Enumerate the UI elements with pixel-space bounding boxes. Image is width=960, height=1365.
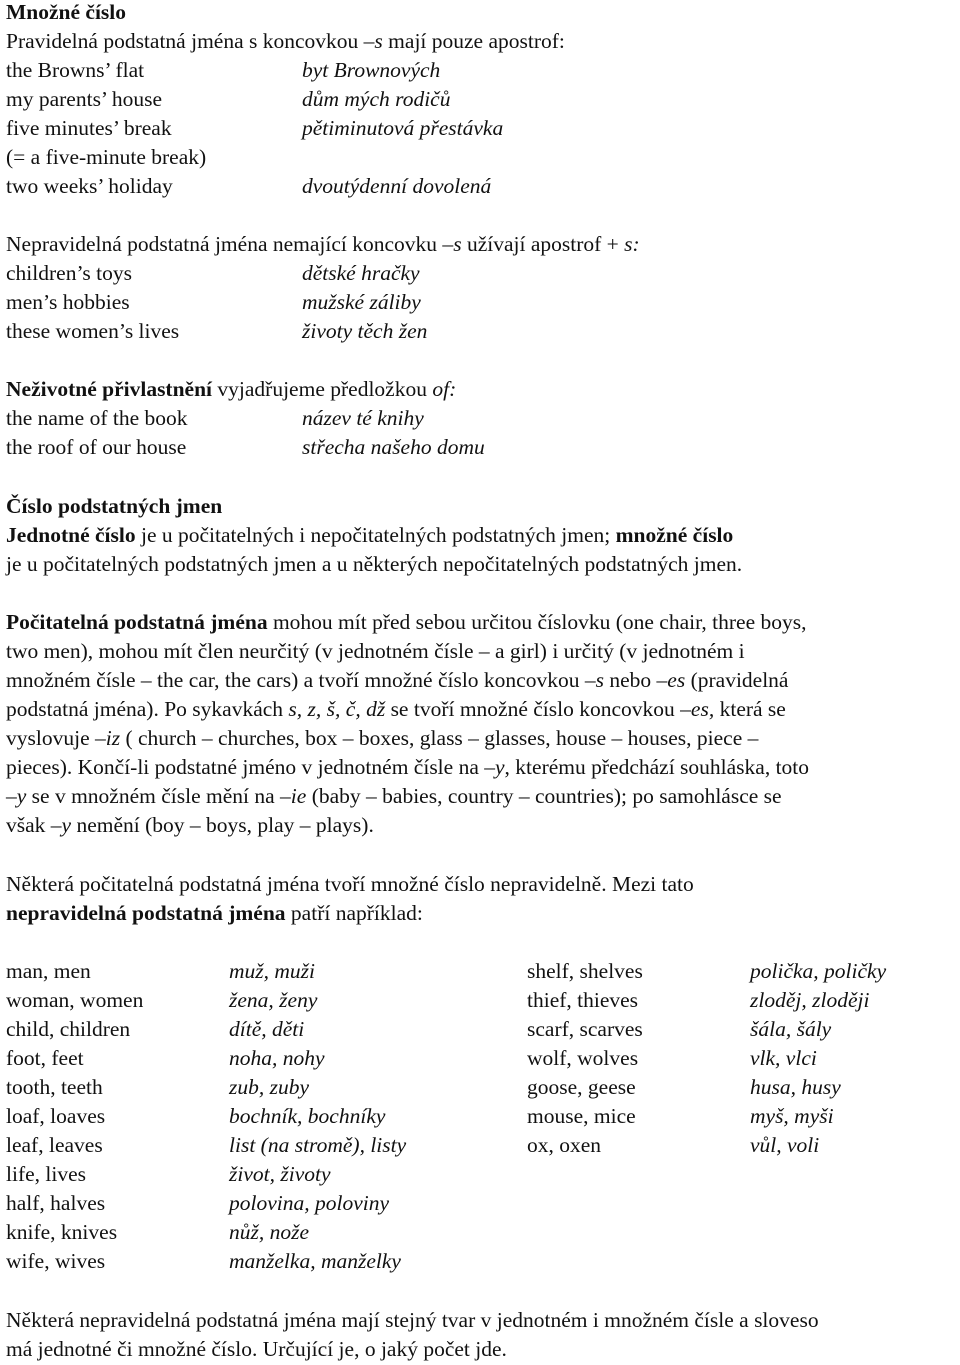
singular-plural-cz: šála, šály <box>750 1017 832 1041</box>
table-row <box>0 1102 960 1131</box>
singular-plural-cz: zloděj, zloději <box>750 988 870 1012</box>
sibilants: s, z, š, č, dž <box>288 697 386 721</box>
intro-suffix: s <box>453 232 462 256</box>
intro-suffix-s: s: <box>624 232 640 256</box>
english-example: (= a five-minute break) <box>6 145 207 169</box>
singular-plural-en: loaf, loaves <box>6 1104 106 1128</box>
czech-translation: název té knihy <box>302 406 424 430</box>
suffix: ie <box>290 784 307 808</box>
paragraph-line <box>6 782 782 811</box>
singular-plural-en: leaf, leaves <box>6 1133 103 1157</box>
paragraph-line <box>6 753 809 782</box>
english-example: my parents’ house <box>6 87 163 111</box>
singular-plural-en: shelf, shelves <box>527 959 643 983</box>
paragraph-text: , kterému předchází souhláska, toto <box>504 755 810 779</box>
singular-plural-en: half, halves <box>6 1191 106 1215</box>
paragraph-line: Některá nepravidelná podstatná jména mají stejný tvar v jednotném i množném čísle a sloveso <box>6 1308 819 1332</box>
czech-translation: dětské hračky <box>302 261 420 285</box>
section-inanimate-intro <box>6 375 456 404</box>
intro-text: Nepravidelná podstatná jména nemající koncovku – <box>6 232 454 256</box>
singular-plural-en: woman, women <box>6 988 144 1012</box>
bold-term: nepravidelná podstatná jména <box>6 901 286 925</box>
example-pair <box>0 433 960 462</box>
singular-plural-cz: myš, myši <box>750 1104 834 1128</box>
singular-plural-en: goose, geese <box>527 1075 636 1099</box>
czech-translation: mužské záliby <box>302 290 421 314</box>
singular-plural-en: mouse, mice <box>527 1104 636 1128</box>
singular-plural-cz: manželka, manželky <box>229 1249 401 1273</box>
czech-translation: střecha našeho domu <box>302 435 485 459</box>
table-row <box>0 1218 960 1247</box>
paragraph-line <box>6 608 807 637</box>
singular-plural-en: man, men <box>6 959 91 983</box>
singular-plural-cz: polička, poličky <box>750 959 887 983</box>
section-irregular-intro <box>6 230 640 259</box>
singular-plural-en: wolf, wolves <box>527 1046 639 1070</box>
example-pair <box>0 85 960 114</box>
english-example: two weeks’ holiday <box>6 174 173 198</box>
table-row <box>0 1247 960 1276</box>
paragraph-text: – <box>6 784 17 808</box>
paragraph-text: podstatná jména). Po sykavkách <box>6 697 289 721</box>
english-example: children’s toys <box>6 261 132 285</box>
paragraph-text: nebo – <box>603 668 668 692</box>
table-row <box>0 1131 960 1160</box>
intro-text: vyjadřujeme předložkou <box>212 377 433 401</box>
suffix: y <box>61 813 72 837</box>
example-pair <box>0 114 960 143</box>
singular-plural-cz: muž, muži <box>229 959 316 983</box>
page-title: Množné číslo <box>6 0 127 24</box>
paragraph-line <box>6 724 758 753</box>
table-row <box>0 1015 960 1044</box>
example-pair <box>0 317 960 346</box>
paragraph-text: množném čísle – the car, the cars) a tvoří množné číslo koncovkou – <box>6 668 596 692</box>
paragraph-line: Některá počitatelná podstatná jména tvoří množné číslo nepravidelně. Mezi tato <box>6 872 694 896</box>
paragraph-text: vyslovuje – <box>6 726 106 750</box>
singular-plural-cz: vůl, voli <box>750 1133 820 1157</box>
table-row <box>0 1160 960 1189</box>
paragraph-line <box>6 521 733 550</box>
singular-plural-en: tooth, teeth <box>6 1075 103 1099</box>
paragraph-text: však – <box>6 813 62 837</box>
singular-plural-cz: dítě, děti <box>229 1017 305 1041</box>
suffix: iz <box>105 726 121 750</box>
table-row <box>0 1073 960 1102</box>
intro-text: Pravidelná podstatná jména s koncovkou – <box>6 29 375 53</box>
english-example: these women’s lives <box>6 319 180 343</box>
singular-plural-cz: polovina, poloviny <box>229 1191 390 1215</box>
czech-translation: byt Brownových <box>302 58 441 82</box>
singular-plural-en: foot, feet <box>6 1046 84 1070</box>
bold-term: Neživotné přivlastnění <box>6 377 213 401</box>
paragraph-line: je u počitatelných podstatných jmen a u některých nepočitatelných podstatných jmen. <box>6 552 743 576</box>
section-regular-intro <box>6 27 565 56</box>
singular-plural-en: ox, oxen <box>527 1133 602 1157</box>
paragraph-text: (pravidelná <box>685 668 789 692</box>
bold-term: množné číslo <box>615 523 734 547</box>
czech-translation: pětiminutová přestávka <box>302 116 504 140</box>
paragraph-text: ( church – churches, box – boxes, glass – glasses, house – houses, piece – <box>120 726 759 750</box>
czech-translation: dvoutýdenní dovolená <box>302 174 492 198</box>
paragraph-text: patří například: <box>285 901 423 925</box>
paragraph-text: je u počitatelných i nepočitatelných podstatných jmen; <box>135 523 616 547</box>
table-row <box>0 986 960 1015</box>
paragraph-line <box>6 899 423 928</box>
singular-plural-en: life, lives <box>6 1162 87 1186</box>
czech-translation: dům mých rodičů <box>302 87 451 111</box>
of-preposition: of: <box>432 377 457 401</box>
singular-plural-en: scarf, scarves <box>527 1017 643 1041</box>
singular-plural-en: knife, knives <box>6 1220 118 1244</box>
example-pair <box>0 56 960 85</box>
example-pair <box>0 172 960 201</box>
suffix: y <box>495 755 505 779</box>
intro-text-mid: užívají apostrof + <box>461 232 625 256</box>
suffix: y <box>16 784 27 808</box>
paragraph-line: two men), mohou mít člen neurčitý (v jednotném čísle – a girl) i určitý (v jednotném i <box>6 639 745 663</box>
english-example: the Browns’ flat <box>6 58 145 82</box>
paragraph-text: mohou mít před sebou určitou číslovku (one chair, three boys, <box>267 610 807 634</box>
bold-term: Počitatelná podstatná jména <box>6 610 268 634</box>
paragraph-text: (baby – babies, country – countries); po samohlásce se <box>306 784 782 808</box>
paragraph-line <box>6 695 786 724</box>
singular-plural-cz: husa, husy <box>750 1075 841 1099</box>
singular-plural-cz: bochník, bochníky <box>229 1104 386 1128</box>
english-example: men’s hobbies <box>6 290 130 314</box>
czech-translation: životy těch žen <box>302 319 428 343</box>
paragraph-line: má jednotné či množné číslo. Určující je, o jaký počet jde. <box>6 1337 507 1361</box>
paragraph-text: pieces). Končí-li podstatné jméno v jednotném čísle na – <box>6 755 495 779</box>
english-example: the roof of our house <box>6 435 187 459</box>
intro-suffix: s <box>374 29 383 53</box>
paragraph-text: nemění (boy – boys, play – plays). <box>71 813 374 837</box>
section-heading: Číslo podstatných jmen <box>6 494 223 518</box>
example-pair <box>0 288 960 317</box>
singular-plural-en: wife, wives <box>6 1249 106 1273</box>
singular-plural-cz: zub, zuby <box>229 1075 310 1099</box>
singular-plural-cz: vlk, vlci <box>750 1046 817 1070</box>
singular-plural-cz: list (na stromě), listy <box>229 1133 407 1157</box>
paragraph-line <box>6 666 788 695</box>
english-example: the name of the book <box>6 406 188 430</box>
singular-plural-cz: nůž, nože <box>229 1220 310 1244</box>
paragraph-text: která se <box>714 697 786 721</box>
english-example: five minutes’ break <box>6 116 172 140</box>
suffix: es, <box>690 697 715 721</box>
singular-plural-cz: život, životy <box>229 1162 331 1186</box>
bold-term: Jednotné číslo <box>6 523 136 547</box>
singular-plural-cz: žena, ženy <box>229 988 318 1012</box>
table-row <box>0 957 960 986</box>
suffix: s <box>595 668 604 692</box>
table-row <box>0 1189 960 1218</box>
paragraph-text: se tvoří množné číslo koncovkou – <box>385 697 691 721</box>
singular-plural-en: child, children <box>6 1017 131 1041</box>
intro-text-end: mají pouze apostrof: <box>382 29 565 53</box>
paragraph-text: se v množném čísle mění na – <box>26 784 291 808</box>
example-pair <box>0 259 960 288</box>
suffix: es <box>667 668 686 692</box>
table-row <box>0 1044 960 1073</box>
example-pair <box>0 404 960 433</box>
singular-plural-en: thief, thieves <box>527 988 639 1012</box>
example-pair <box>0 143 960 172</box>
paragraph-line <box>6 811 374 840</box>
singular-plural-cz: noha, nohy <box>229 1046 325 1070</box>
